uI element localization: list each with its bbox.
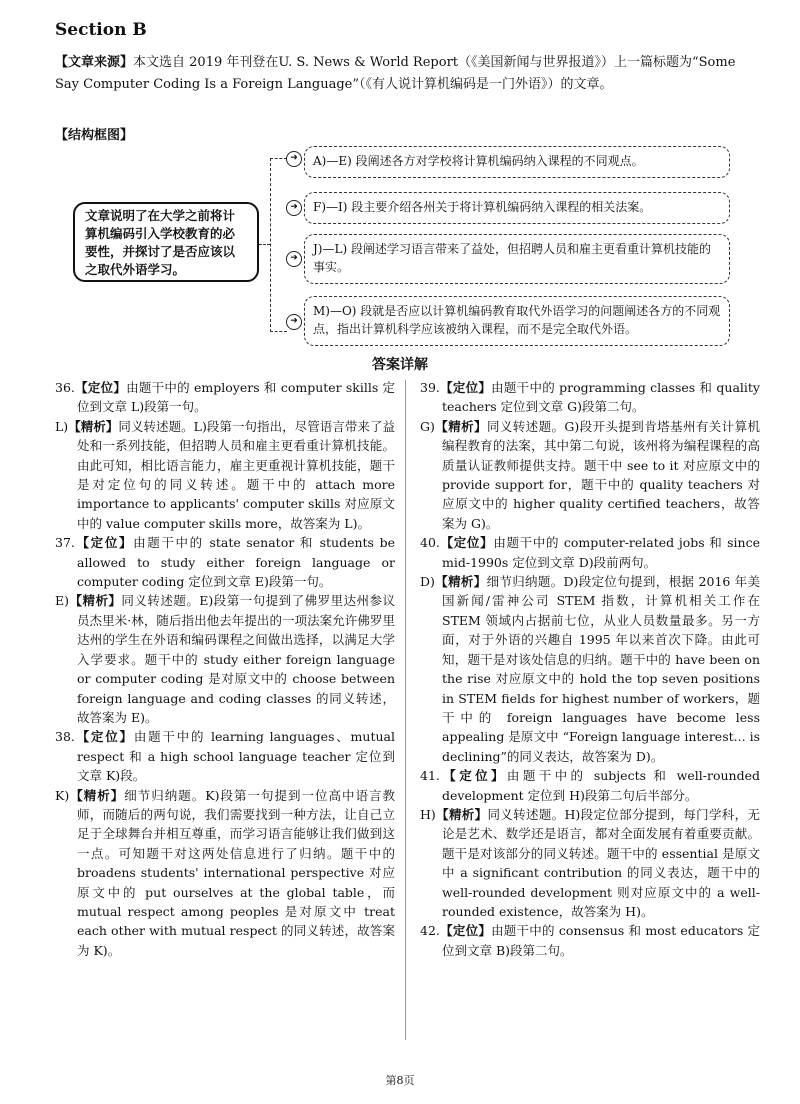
structure-branch: F)—I) 段主要介绍各州关于将计算机编码纳入课程的相关法案。 — [304, 192, 730, 224]
right-column — [420, 378, 760, 960]
column-divider — [405, 380, 406, 1040]
left-column — [55, 378, 395, 960]
section-title: Section B — [55, 20, 147, 40]
answers-title: 答案详解 — [372, 357, 428, 373]
arrow-icon: ➜ — [286, 200, 302, 216]
answer-item: H)【精析】同义转述题。H)段定位部分提到，每门学科，无论是艺术、数学还是语言，都对全面发展有着重要贡献。题干是对该部分的同义转述。题干中的 essential 是原文中 a significant contribution 的同义表达，题干中的 well-rounded development 则对应原文中的 a well-rounded existence，故答案为 H)。 — [420, 806, 760, 919]
connector-bracket — [270, 158, 287, 332]
answer-item: 42.【定位】由题干中的 consensus 和 most educators 定位到文章 B)段第二句。 — [420, 923, 760, 958]
answer-item: D)【精析】细节归纳题。D)段定位句提到，根据 2016 年美国新闻/雷神公司 STEM 指数，计算机相关工作在 STEM 领域内占据前七位，从业人员数量最多。另一方面，对于外语的兴趣自 1995 年以来首次下降。由此可知，题干是对该处信息的归纳。题干中的 have been on the rise 对应原文中的 hold the top seven positions in STEM fields for highest number of workers，题干中的 foreign languages have become less appealing 是原文中 “Foreign language interest... is declining”的同义表达，故答案为 D)。 — [420, 574, 760, 764]
source-text: 本文选自 2019 年刊登在U. S. News & World Report（《美国新闻与世界报道》）上一篇标题为“Some Say Computer Coding Is a Foreign Language”（《有人说计算机编码是一门外语》）的文章。 — [55, 55, 736, 92]
answer-item: 37.【定位】由题干中的 state senator 和 students be allowed to study either foreign language or computer coding 定位到文章 E)段第一句。 — [55, 535, 395, 590]
article-source — [55, 52, 755, 96]
answer-item: 39.【定位】由题干中的 programming classes 和 quality teachers 定位到文章 G)段第二句。 — [420, 380, 760, 415]
structure-branch: A)—E) 段阐述各方对学校将计算机编码纳入课程的不同观点。 — [304, 146, 730, 178]
page-number: 第8页 — [385, 1074, 415, 1087]
answer-item: 38.【定位】由题干中的 learning languages、mutual respect 和 a high school language teacher 定位到文章 K)段。 — [55, 729, 395, 784]
structure-main-box: 文章说明了在大学之前将计算机编码引入学校教育的必要性，并探讨了是否应该以之取代外语学习。 — [73, 202, 259, 282]
structure-label: 【结构框图】 — [55, 128, 134, 143]
answer-item: 40.【定位】由题干中的 computer-related jobs 和 since mid-1990s 定位到文章 D)段前两句。 — [420, 535, 760, 570]
answer-item: K)【精析】细节归纳题。K)段第一句提到一位高中语言教师，而随后的两句说，我们需要找到一种方法，让自己立足于全球舞台并相互尊重，而学习语言能够让我们做到这一点。可知题干对这两处信息进行了归纳。题干中的 broadens students' international perspective 对应原文中的 put ourselves at the global table，而 mutual respect among peoples 是对原文中 treat each other with mutual respect 的同义转述，故答案为 K)。 — [55, 787, 395, 958]
arrow-icon: ➜ — [286, 251, 302, 267]
connector-line — [259, 244, 270, 245]
source-label: 【文章来源】 — [55, 55, 134, 70]
answer-item: G)【精析】同义转述题。G)段开头提到肯塔基州有关计算机编程教育的法案，其中第二句说，该州将为编程课程的高质量认证教师提供支持。题干中 see to it 对应原文中的 provide support for，题干中的 quality teachers 对应原文中的 higher quality certified teachers，故答案为 G)。 — [420, 418, 760, 531]
answer-item: 41.【定位】由题干中的 subjects 和 well-rounded development 定位到 H)段第二句后半部分。 — [420, 768, 760, 803]
structure-branch: J)—L) 段阐述学习语言带来了益处，但招聘人员和雇主更看重计算机技能的事实。 — [304, 234, 730, 284]
structure-branch: M)—O) 段就是否应以计算机编码教育取代外语学习的问题阐述各方的不同观点，指出计算机科学应该被纳入课程，而不是完全取代外语。 — [304, 296, 730, 346]
arrow-icon: ➜ — [286, 314, 302, 330]
answer-item: L)【精析】同义转述题。L)段第一句指出，尽管语言带来了益处和一系列技能，但招聘人员和雇主更看重计算机技能。由此可知，相比语言能力，雇主更重视计算机技能，题干是对定位句的同义转述。题干中的 attach more importance to applicants' computer skills 对应原文中的 value computer skills more，故答案为 L)。 — [55, 418, 395, 531]
answer-item: 36.【定位】由题干中的 employers 和 computer skills 定位到文章 L)段第一句。 — [55, 380, 395, 415]
answer-item: E)【精析】同义转述题。E)段第一句提到了佛罗里达州参议员杰里米·林，随后指出他去年提出的一项法案允许佛罗里达州的学生在外语和编码课程之间做出选择，以满足大学入学要求。题干中的 study either foreign language or computer coding 是对原文中的 choose between foreign language and coding classes 的同义转述，故答案为 E)。 — [55, 593, 395, 725]
arrow-icon: ➜ — [286, 151, 302, 167]
